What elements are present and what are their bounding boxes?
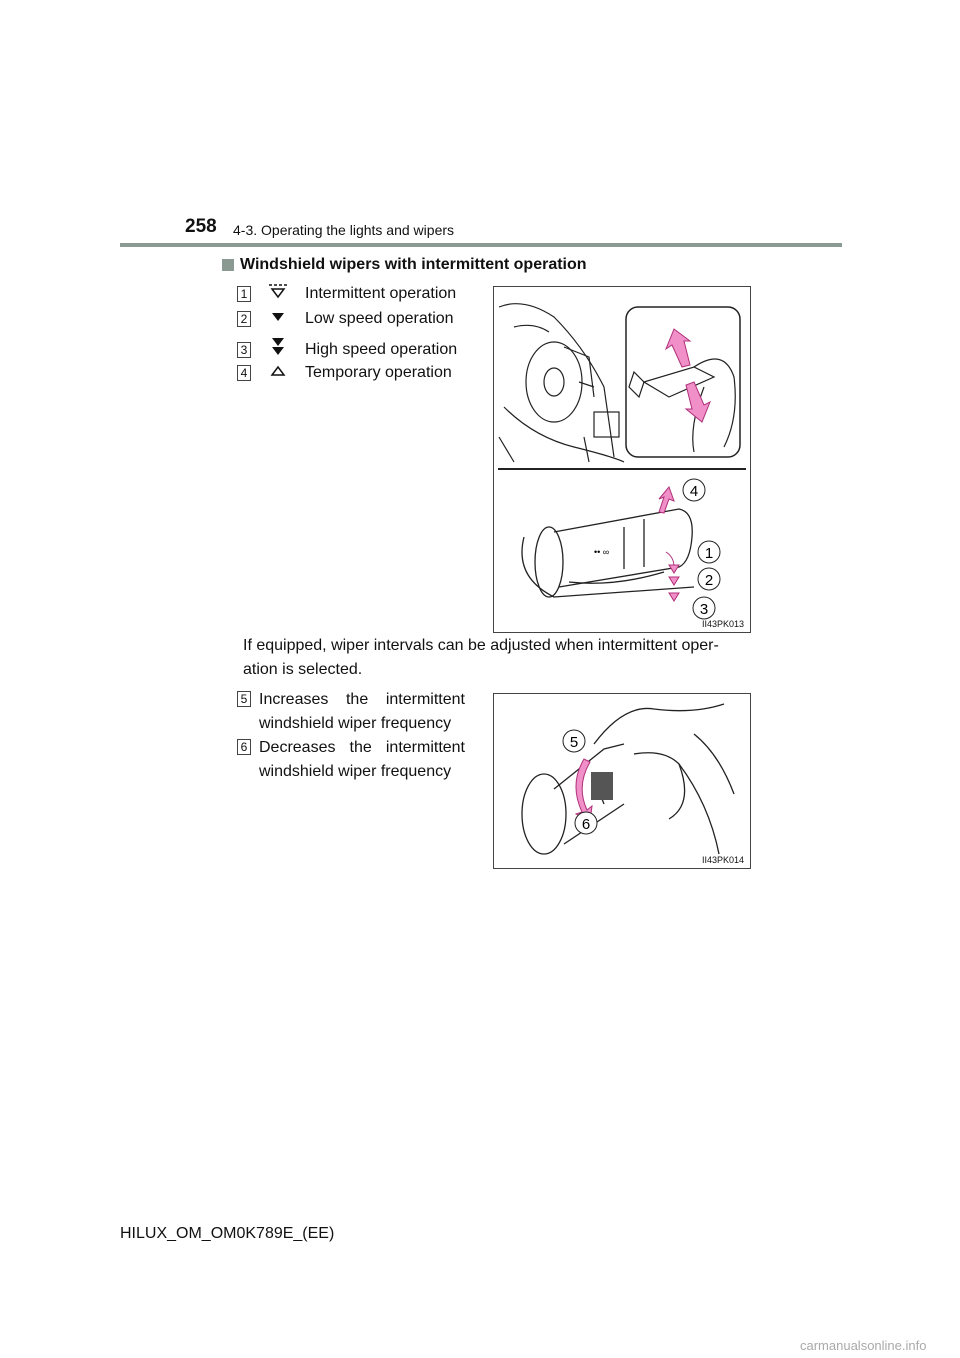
callout-4: 4 — [689, 483, 699, 500]
operation-label: High speed operation — [305, 340, 458, 358]
svg-text:•• ∞: •• ∞ — [594, 547, 610, 557]
intermittent-icon — [267, 283, 289, 304]
adjust-line: windshield wiper frequency — [259, 715, 452, 732]
paragraph-line: ation is selected. — [243, 661, 363, 678]
operation-item — [237, 283, 456, 304]
callout-2: 2 — [704, 572, 714, 589]
operation-item — [237, 364, 452, 382]
callout-6: 6 — [581, 816, 591, 833]
heading-square-icon — [222, 259, 234, 271]
paragraph-line: If equipped, wiper intervals can be adjusted when intermittent oper- — [243, 637, 719, 654]
section-heading — [222, 256, 587, 274]
document-id: HILUX_OM_OM0K789E_(EE) — [120, 1225, 335, 1242]
wiper-lever-figure — [493, 286, 751, 633]
operation-label: Low speed operation — [305, 310, 454, 327]
low-speed-icon — [267, 310, 289, 328]
temporary-icon — [267, 364, 289, 382]
operation-label: Temporary operation — [305, 364, 452, 381]
operation-label: Intermittent operation — [305, 284, 457, 302]
chapter-title: 4-3. Operating the lights and wipers — [233, 222, 455, 238]
word: Decreases — [259, 739, 336, 756]
callout-number: 5 — [237, 691, 251, 707]
callout-3: 3 — [699, 601, 709, 618]
operation-item — [237, 337, 457, 362]
callout-number: 2 — [237, 311, 251, 327]
adjust-line: windshield wiper frequency — [259, 763, 452, 780]
word: intermittent — [385, 691, 465, 708]
figure-code: II43PK014 — [701, 855, 744, 865]
callout-number: 3 — [237, 342, 251, 358]
word: the — [349, 739, 372, 756]
section-heading-text: Windshield wipers with intermittent operation — [240, 256, 587, 273]
callout-number: 1 — [237, 286, 251, 302]
callout-1: 1 — [704, 545, 714, 562]
word: the — [345, 691, 369, 708]
callout-number: 6 — [237, 739, 251, 755]
adjust-item — [237, 688, 465, 736]
word: Increases — [259, 691, 329, 708]
operation-item — [237, 310, 454, 328]
interval-paragraph — [243, 634, 753, 682]
word: intermittent — [385, 739, 465, 756]
adjust-item — [237, 736, 465, 784]
header-rule — [120, 243, 842, 247]
page-number: 258 — [185, 216, 217, 237]
figure-code: II43PK013 — [701, 619, 744, 629]
watermark: carmanualsonline.info — [800, 1338, 927, 1353]
callout-5: 5 — [569, 734, 579, 751]
callout-number: 4 — [237, 365, 251, 381]
high-speed-icon — [267, 337, 289, 362]
interval-knob-figure — [493, 693, 751, 869]
